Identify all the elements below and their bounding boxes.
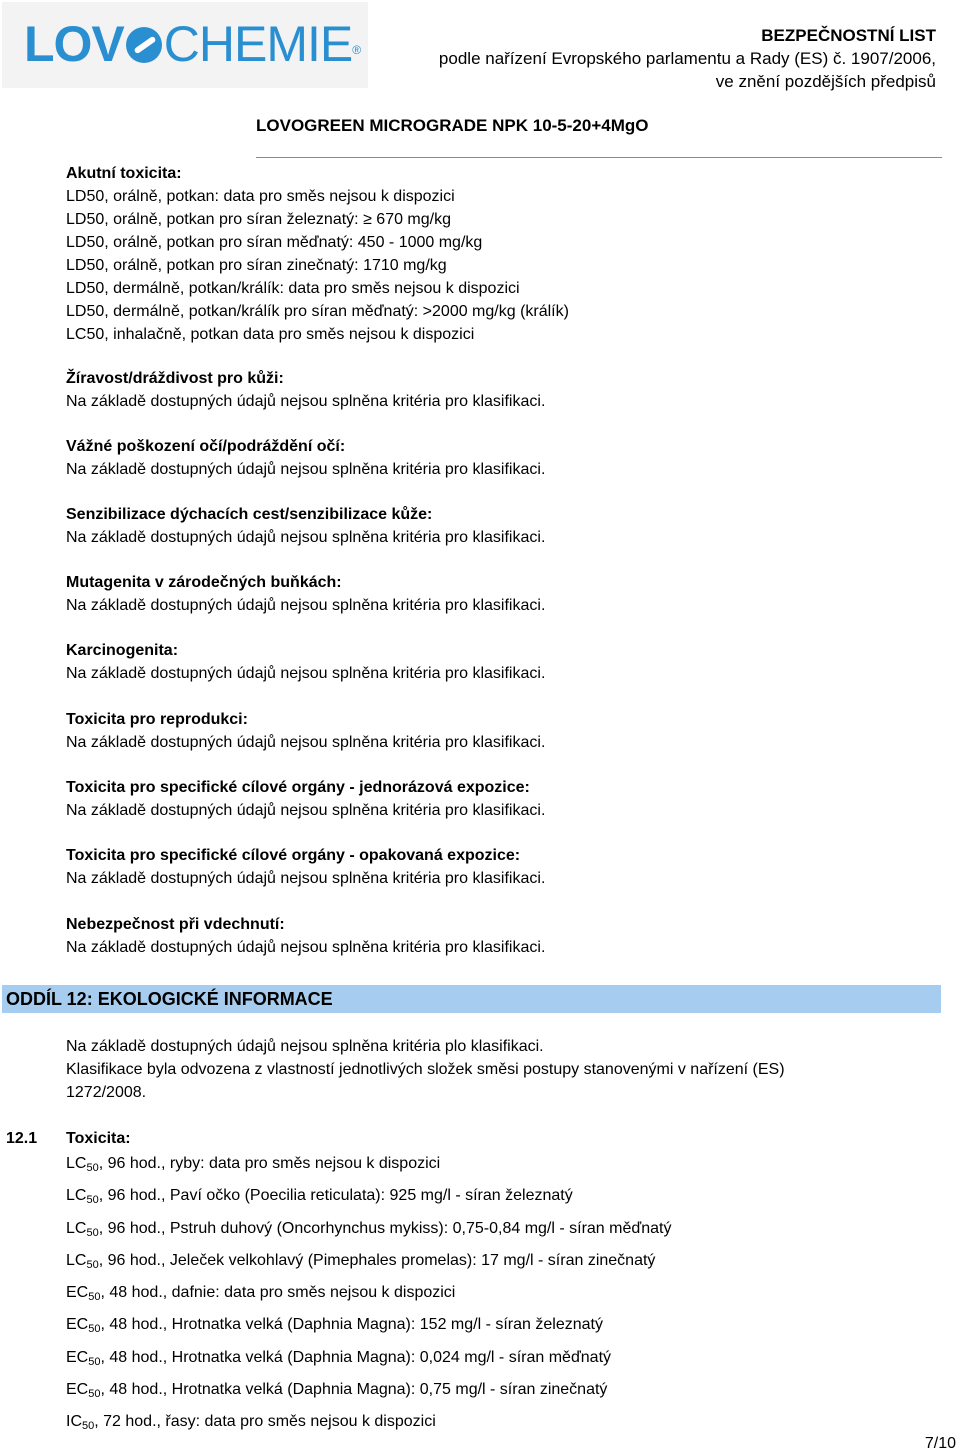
skin-corrosion-item [66,367,930,413]
item-text: Na základě dostupných údajů nejsou splněna kritéria pro klasifikaci. [66,802,546,819]
subsection-number: 12.1 [6,1130,38,1147]
sensitisation-item [66,503,930,549]
item-text: Na základě dostupných údajů nejsou splněna kritéria pro klasifikaci. [66,529,546,546]
stot-repeated-item [66,844,930,890]
section-12-title: ODDÍL 12: EKOLOGICKÉ INFORMACE [6,989,333,1009]
intro-line: 1272/2008. [66,1084,147,1101]
logo-mark-icon [126,27,162,63]
carcinogenicity-item [66,639,930,685]
item-text: Na základě dostupných údajů nejsou splněna kritéria pro klasifikaci. [66,665,546,682]
acute-line: LD50, orálně, potkan pro síran železnatý: ≥ 670 mg/kg [66,211,451,228]
toxicity-row: $LC_{50}$, 96 hod., ryby: data pro směs nejsou k dispozici [66,1155,441,1174]
toxicity-row: $EC_{50}$, 48 hod., dafnie: data pro směs nejsou k dispozici [66,1284,456,1304]
regulation-line-2: ve znění pozdějších předpisů [715,72,936,91]
intro-line: Na základě dostupných údajů nejsou splněna kritéria plo klasifikaci. [66,1038,544,1055]
acute-line: LD50, dermálně, potkan/králík: data pro směs nejsou k dispozici [66,280,520,297]
intro-line: Klasifikace byla odvozena z vlastností jednotlivých složek směsi postupy stanovenými v nařízení (ES) [66,1061,785,1078]
acute-toxicity-block [66,162,930,346]
document-header [439,24,936,93]
item-text: Na základě dostupných údajů nejsou splněna kritéria pro klasifikaci. [66,393,546,410]
item-heading: Senzibilizace dýchacích cest/senzibilizace kůže: [66,506,433,523]
stot-single-item [66,776,930,822]
section-12-intro [66,1035,930,1104]
acute-line: LD50, orálně, potkan pro síran zinečnatý: 1710 mg/kg [66,257,447,274]
toxicity-row: $LC_{50}$, 96 hod., Pstruh duhový (Oncorhynchus mykiss): 0,75-0,84 mg/l - síran měďnatý [66,1219,672,1239]
acute-toxicity-heading: Akutní toxicita: [66,165,182,182]
item-heading: Toxicita pro reprodukci: [66,711,248,728]
toxicity-row: $EC_{50}$, 48 hod., Hrotnatka velká (Daphnia Magna): 0,75 mg/l - síran zinečnatý [66,1381,608,1401]
toxicity-block [66,1127,930,1441]
product-name: LOVOGREEN MICROGRADE NPK 10-5-20+4MgO [256,116,649,135]
toxicity-row: $IC_{50}$, 72 hod., řasy: data pro směs nejsou k dispozici [66,1413,436,1433]
acute-line: LD50, orálně, potkan: data pro směs nejsou k dispozici [66,188,455,205]
acute-line: LD50, orálně, potkan pro síran měďnatý: 450 - 1000 mg/kg [66,234,483,251]
item-heading: Mutagenita v zárodečných buňkách: [66,574,342,591]
item-heading: Nebezpečnost při vdechnutí: [66,916,285,933]
item-heading: Toxicita pro specifické cílové orgány - jednorázová expozice: [66,779,530,796]
mutagenicity-item [66,571,930,617]
item-heading: Žíravost/dráždivost pro kůži: [66,370,284,387]
document-title: BEZPEČNOSTNÍ LIST [761,26,936,45]
eye-damage-item [66,435,930,481]
item-heading: Karcinogenita: [66,642,179,659]
toxicity-row: $EC_{50}$, 48 hod., Hrotnatka velká (Daphnia Magna): 0,024 mg/l - síran měďnatý [66,1348,612,1368]
logo-wordmark: LOV CHEMIE® [24,16,361,72]
company-logo [2,2,368,88]
acute-line: LC50, inhalačně, potkan data pro směs nejsou k dispozici [66,326,475,343]
item-text: Na základě dostupných údajů nejsou splněna kritéria pro klasifikaci. [66,870,546,887]
header-divider [256,157,942,158]
aspiration-hazard-item [66,913,930,959]
toxicity-row: $LC_{50}$, 96 hod., Jeleček velkohlavý (Pimephales promelas): 17 mg/l - síran zinečnatý [66,1251,656,1271]
acute-line: LD50, dermálně, potkan/králík pro síran měďnatý: >2000 mg/kg (králík) [66,303,569,320]
item-text: Na základě dostupných údajů nejsou splněna kritéria pro klasifikaci. [66,734,546,751]
item-heading: Toxicita pro specifické cílové orgány - opakovaná expozice: [66,847,521,864]
reproductive-toxicity-item [66,708,930,754]
toxicity-heading: Toxicita: [66,1130,131,1147]
toxicity-row: $LC_{50}$, 96 hod., Paví očko (Poecilia reticulata): 925 mg/l - síran železnatý [66,1187,573,1207]
page-number: 7/10 [924,1435,956,1452]
toxicity-row: $EC_{50}$, 48 hod., Hrotnatka velká (Daphnia Magna): 152 mg/l - síran železnatý [66,1316,603,1336]
item-heading: Vážné poškození očí/podráždění očí: [66,438,346,455]
regulation-line-1: podle nařízení Evropského parlamentu a Rady (ES) č. 1907/2006, [438,49,936,68]
item-text: Na základě dostupných údajů nejsou splněna kritéria pro klasifikaci. [66,939,546,956]
item-text: Na základě dostupných údajů nejsou splněna kritéria pro klasifikaci. [66,461,546,478]
item-text: Na základě dostupných údajů nejsou splněna kritéria pro klasifikaci. [66,597,546,614]
